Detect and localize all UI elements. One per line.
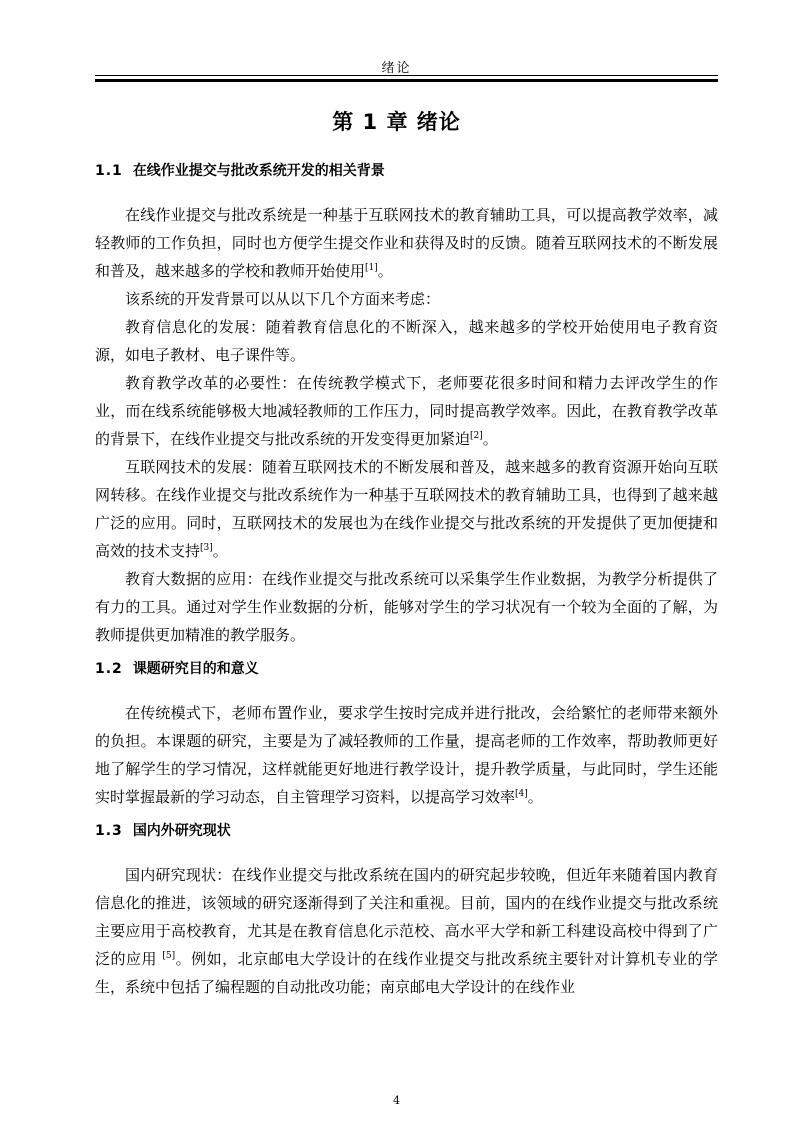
paragraph-text: 教育信息化的发展：随着教育信息化的不断深入，越来越多的学校开始使用电子教育资源，如电子教材、电子课件等。 xyxy=(95,318,718,364)
section-title: 国内外研究现状 xyxy=(132,823,231,839)
section-number: 1.1 xyxy=(95,163,123,179)
body-paragraph xyxy=(95,861,718,1001)
section-title: 在线作业提交与批改系统开发的相关背景 xyxy=(132,163,385,179)
citation-ref: [4] xyxy=(515,789,528,799)
citation-ref: [3] xyxy=(200,543,213,553)
body-paragraph xyxy=(95,369,718,453)
section-number: 1.3 xyxy=(95,823,123,839)
section-heading xyxy=(95,820,718,842)
header-rule-thick xyxy=(95,79,718,82)
chapter-title: 第 1 章 绪论 xyxy=(332,110,461,134)
paragraph-text: 在线作业提交与批改系统是一种基于互联网技术的教育辅助工具，可以提高教学效率，减轻教师的工作负担，同时也方便学生提交作业和获得及时的反馈。随着互联网技术的不断发展和普及，越来越多的学校和教师开始使用 xyxy=(95,206,718,280)
paragraph-text: 教育大数据的应用：在线作业提交与批改系统可以采集学生作业数据，为教学分析提供了有力的工具。通过对学生作业数据的分析，能够对学生的学习状况有一个较为全面的了解，为教师提供更加精准的教学服务。 xyxy=(95,570,718,644)
section-heading xyxy=(95,658,718,680)
section-heading xyxy=(95,160,718,182)
body-paragraph xyxy=(95,453,718,565)
citation-ref: [5] xyxy=(162,951,176,961)
citation-ref: [2] xyxy=(470,431,483,441)
citation-ref: [1] xyxy=(365,263,378,273)
section-number: 1.2 xyxy=(95,661,123,677)
document-body xyxy=(95,160,718,1001)
paragraph-tail: 。例如，北京邮电大学设计的在线作业提交与批改系统主要针对计算机专业的学生，系统中包括了编程题的自动批改功能；南京邮电大学设计的在线作业 xyxy=(95,950,718,996)
running-header: 绪论 xyxy=(381,61,412,76)
paragraph-text: 国内研究现状：在线作业提交与批改系统在国内的研究起步较晚，但近年来随着国内教育信息化的推进，该领域的研究逐渐得到了关注和重视。目前，国内的在线作业提交与批改系统主要应用于高校教育，尤其是在教育信息化示范校、高水平大学和新工科建设高校中得到了广泛的应用 xyxy=(95,866,718,968)
section-title: 课题研究目的和意义 xyxy=(132,661,259,677)
body-paragraph xyxy=(95,201,718,285)
paragraph-text: 在传统模式下，老师布置作业，要求学生按时完成并进行批改，会给繁忙的老师带来额外的负担。本课题的研究，主要是为了减轻教师的工作量，提高老师的工作效率，帮助教师更好地了解学生的学习情况，这样就能更好地进行教学设计，提升教学质量，与此同时，学生还能实时掌握最新的学习动态，自主管理学习资料，以提高学习效率 xyxy=(95,704,718,806)
page-number: 4 xyxy=(393,1094,400,1107)
paragraph-tail: 。 xyxy=(377,262,393,280)
body-paragraph xyxy=(95,699,718,811)
paragraph-text: 该系统的开发背景可以从以下几个方面来考虑： xyxy=(125,290,441,308)
paragraph-text: 教育教学改革的必要性：在传统教学模式下，老师要花很多时间和精力去评改学生的作业，而在线系统能够极大地减轻教师的工作压力，同时提高教学效率。因此，在教育教学改革的背景下，在线作业提交与批改系统的开发变得更加紧迫 xyxy=(95,374,718,448)
paragraph-tail: 。 xyxy=(527,788,543,806)
body-paragraph xyxy=(95,313,718,369)
paragraph-tail: 。 xyxy=(482,430,498,448)
paragraph-text: 互联网技术的发展：随着互联网技术的不断发展和普及，越来越多的教育资源开始向互联网转移。在线作业提交与批改系统作为一种基于互联网技术的教育辅助工具，也得到了越来越广泛的应用。同时，互联网技术的发展也为在线作业提交与批改系统的开发提供了更加便捷和高效的技术支持 xyxy=(95,458,718,560)
paragraph-tail: 。 xyxy=(212,542,228,560)
header-rule-thin xyxy=(95,75,718,76)
body-paragraph xyxy=(95,565,718,649)
body-paragraph xyxy=(95,285,718,313)
